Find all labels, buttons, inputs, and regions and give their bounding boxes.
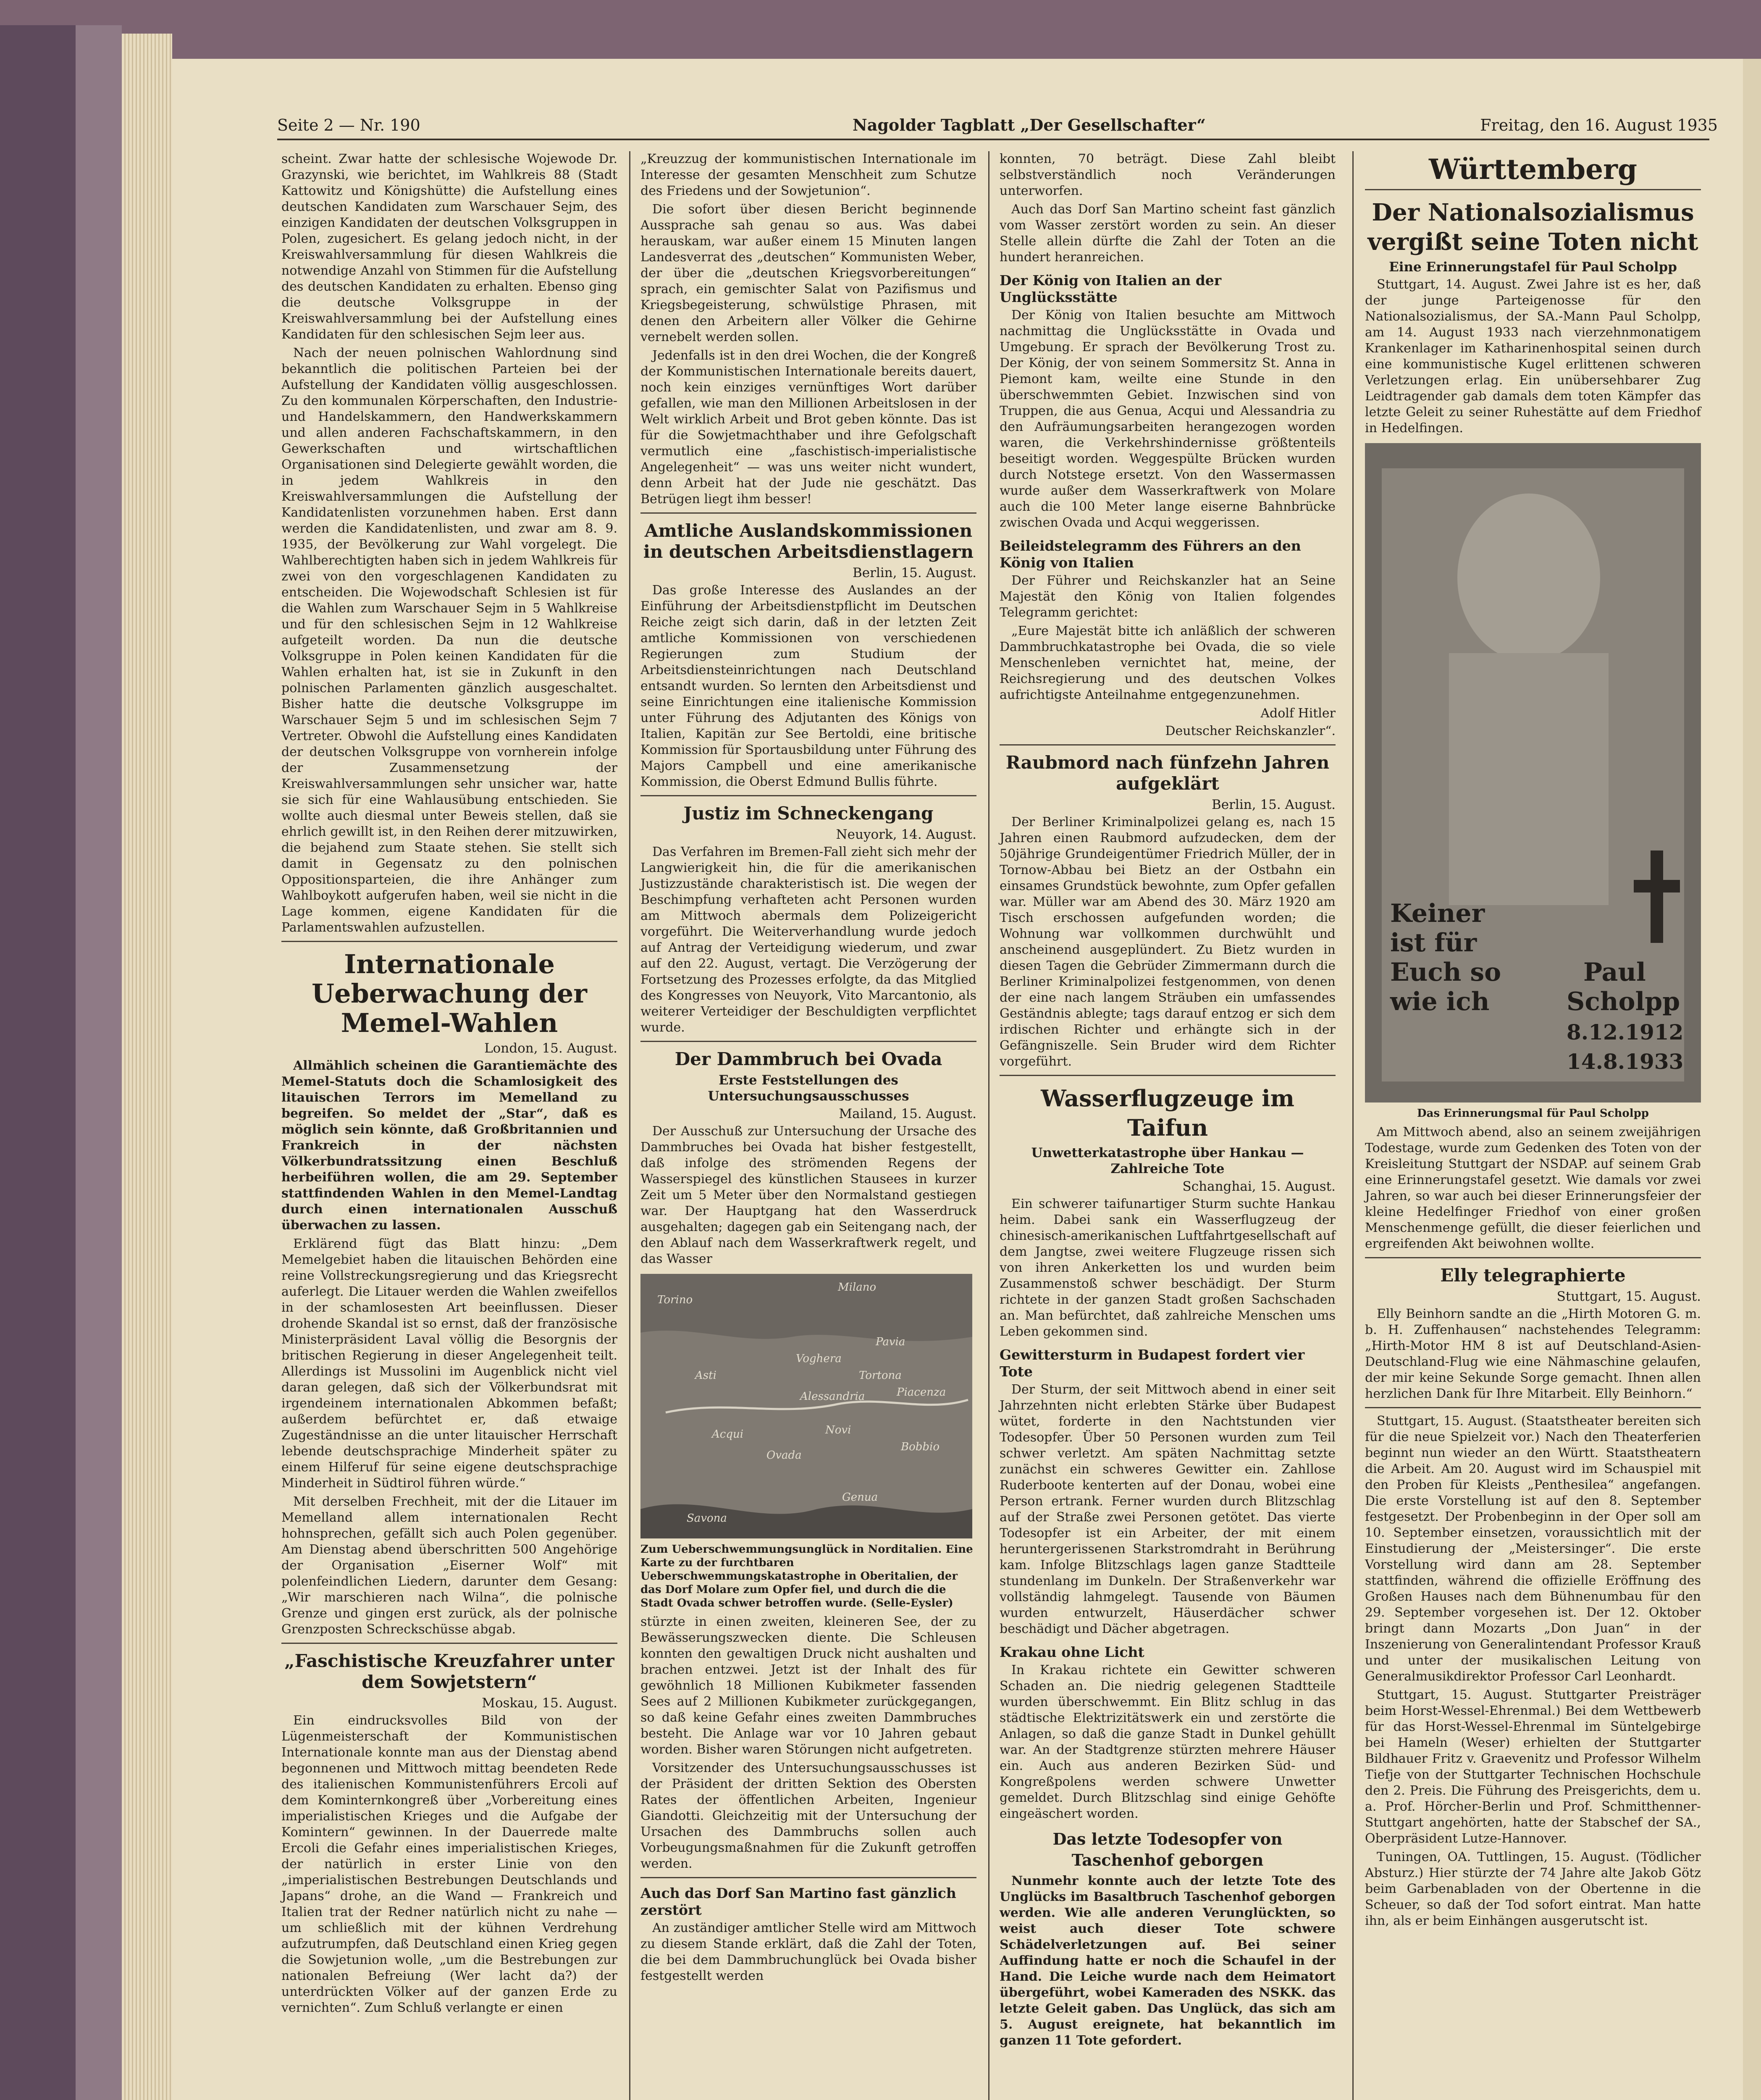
map-label: Acqui xyxy=(712,1428,744,1441)
divider xyxy=(1365,1407,1701,1408)
article-text: Elly Beinhorn sandte an die „Hirth Motoren G. m. b. H. Zuffenhausen“ nachstehendes Telegramm: „Hirth-Motor HM 8 ist auf Deutschland-Asien-Deutschland-Flug wie eine Nähmaschine gelaufen, der mir keine Sekunde Sorge gemacht. Ihnen allen herzlichen Dank für Ihre Mitarbeit. Elly Beinhorn.“ xyxy=(1365,1307,1701,1401)
map-label: Piacenza xyxy=(897,1386,946,1399)
column-3 xyxy=(1000,151,1336,2051)
photo-inscription: 8.12.1912 xyxy=(1567,1020,1684,1045)
divider xyxy=(1365,1257,1701,1258)
article-text: Stuttgart, 15. August. Stuttgarter Preisträger beim Horst-Wessel-Ehrenmal.) Bei dem Wettbewerb für das Horst-Wessel-Ehrenmal im Süntelgebirge bei Hameln (Weser) erhielten der Stuttgarter Bildhauer Fritz v. Graevenitz und Professor Wilhelm Tiefje von der Stuttgarter Technischen Hochschule den 2. Preis. Die Führung des Preisgerichts, dem u. a. Prof. Hörcher-Berlin und Prof. Schmitthenner-Stuttgart angehörten, hatte der Stabschef der SA., Oberpräsident Lutze-Hannover. xyxy=(1365,1688,1701,1846)
column-2 xyxy=(640,151,976,1987)
article-text: Stuttgart, 14. August. Zwei Jahre ist es her, daß der junge Parteigenosse für den Nationalsozialismus, der SA.-Mann Paul Scholpp, am 14. August 1933 nach vierzehnmonatigem Krankenlager im Katharinenhospital seinen durch eine kommunistische Kugel erlittenen schweren Verletzungen erlag. Ein unübersehbarer Zug Leidtragender gab damals dem toten Kämpfer das letzte Geleit zu seiner Ruhestätte auf dem Friedhof in Hedelfingen. xyxy=(1365,277,1701,436)
headline-sanmartino: Auch das Dorf San Martino fast gänzlich zerstört xyxy=(640,1885,956,1918)
headline-beileid: Beileidstelegramm des Führers an den König von Italien xyxy=(1000,538,1301,571)
photo-inscription: Scholpp xyxy=(1567,987,1680,1016)
issue-date: Freitag, den 16. August 1935 xyxy=(1480,116,1718,134)
article-text: konnten, 70 beträgt. Diese Zahl bleibt selbstverständlich noch Veränderungen unterworfen. xyxy=(1000,152,1336,198)
divider xyxy=(281,941,617,942)
map-label: Genua xyxy=(842,1491,878,1504)
column-4 xyxy=(1365,151,1701,1932)
section-title: Württemberg xyxy=(1428,153,1638,186)
page-number: Seite 2 — Nr. 190 xyxy=(277,116,420,134)
map-label: Alessandria xyxy=(800,1390,865,1403)
article-text: „Kreuzzug der kommunistischen Internationale im Interesse der gesamten Menschheit zum Schutze des Friedens und der Sowjetunion“. xyxy=(640,152,976,198)
article-text: Am Mittwoch abend, also an seinem zweijährigen Todestage, wurde zum Gedenken des Toten von der Kreisleitung Stuttgart der NSDAP. auf seinem Grab eine Erinnerungstafel gesetzt. Wie damals vor zwei Jahren, so war auch bei dieser Erinnerungsfeier der kleine Hedelfinger Friedhof von einer großen Menschenmenge gefüllt, die dieser feierlichen und ergreifenden Akt beiwohnen wollte. xyxy=(1365,1125,1701,1251)
memorial-photo xyxy=(1365,443,1701,1102)
headline-justiz: Justiz im Schneckengang xyxy=(683,803,934,824)
headline-flugzeuge: Wasserflugzeuge im Taifun xyxy=(1041,1085,1294,1141)
headline-ns: Der Nationalsozialismus vergißt seine Toten nicht xyxy=(1367,199,1698,256)
article-text: An zuständiger amtlicher Stelle wird am Mittwoch zu diesem Stande erklärt, daß die Zahl der Toten, die bei dem Dammbruchunglück bei Ovada bisher festgestellt werden xyxy=(640,1921,976,1983)
headline-kreuzfahrer: „Faschistische Kreuzfahrer unter dem Sowjetstern“ xyxy=(284,1651,614,1692)
spine-strip xyxy=(76,25,122,2100)
headline-krakau: Krakau ohne Licht xyxy=(1000,1644,1144,1660)
dateline: Neuyork, 14. August. xyxy=(836,827,976,842)
headline-raubmord: Raubmord nach fünfzehn Jahren aufgeklärt xyxy=(1005,752,1330,794)
newspaper-title: Nagolder Tagblatt „Der Gesellschafter“ xyxy=(853,116,1206,134)
article-text: Der Führer und Reichskanzler hat an Seine Majestät den König von Italien folgendes Telegramm gerichtet: xyxy=(1000,573,1336,620)
dateline: Moskau, 15. August. xyxy=(482,1696,617,1711)
headline-koenig: Der König von Italien an der Unglücksstätte xyxy=(1000,272,1222,305)
article-text: Stuttgart, 15. August. (Staatstheater bereiten sich für die neue Spielzeit vor.) Nach den Theaterferien beginnt nun wieder an den Württ. Staatstheatern die Arbeit. Am 20. August wird im Schauspiel mit den Proben für Kleists „Penthesilea“ angefangen. Die erste Vorstellung ist auf den 8. September festgesetzt. Der Probenbeginn in der Oper soll am 10. September einsetzen, voraussichtlich mit der Einstudierung der „Meistersinger“. Die erste Vorstellung wird dann am 28. September stattfinden, während die offizielle Eröffnung des Großen Hauses nach dem Bühnenumbau für den 29. September vorgesehen ist. Der 12. Oktober bringt dann Mozarts „Don Juan“ in der Inszenierung von Generalintendant Professor Krauß und unter der musikalischen Leitung von Generalmusikdirektor Professor Carl Leonhardt. xyxy=(1365,1414,1701,1684)
adjacent-page-edge xyxy=(1743,59,1761,2100)
article-text: Der Sturm, der seit Mittwoch abend in einer seit Jahrzehnten nicht erlebten Stärke über Budapest wütet, forderte in den Nachtstunden vier Todesopfer. Über 50 Personen wurden zum Teil schwer verletzt. Am späten Nachmittag setzte zunächst ein schweres Gewitter ein. Zahllose Ruderboote kenterten auf der Donau, wobei eine Person ertrank. Ferner wurden durch Blitzschlag auf der Straße zwei Personen getötet. Das vierte Todesopfer ist ein Arbeiter, der mit einem heruntergerissenen Starkstromdraht in Berührung kam. Infolge Blitzschlags lagen ganze Stadtteile stundenlang im Dunkeln. Der Straßenverkehr war vollständig lahmgelegt. Tausende von Bäumen wurden entwurzelt, Häuserdächer schwer beschädigt und Dächer abgetragen. xyxy=(1000,1382,1336,1636)
divider xyxy=(1365,189,1701,190)
article-text: In Krakau richtete ein Gewitter schweren Schaden an. Die niedrig gelegenen Stadtteile wurden überschwemmt. Ein Blitz schlug in das städtische Elektrizitätswerk ein und zerstörte die Anlagen, so daß die ganze Stadt in Dunkel gehüllt war. An der Stadtgrenze stürzten mehrere Häuser ein. Auch aus anderen Bezirken Süd- und Kongreßpolens werden schwere Unwetter gemeldet. Durch Blitzschlag sind einige Gehöfte eingeäschert worden. xyxy=(1000,1663,1336,1821)
photo-inscription: Paul xyxy=(1583,958,1646,987)
signature: Adolf Hitler xyxy=(1260,706,1336,721)
map-label: Voghera xyxy=(796,1352,842,1365)
subheadline: Erste Feststellungen des Untersuchungsausschusses xyxy=(708,1073,909,1104)
column-divider xyxy=(629,151,630,2100)
dateline: London, 15. August. xyxy=(484,1041,617,1056)
article-text: Tuningen, OA. Tuttlingen, 15. August. (Tödlicher Absturz.) Hier stürzte der 74 Jahre alte Jakob Götz beim Garbenabladen von der Obertenne in die Scheuer, so daß der Tod sofort eintrat. Man hatte ihn, als er beim Einhängen ausgerutscht ist. xyxy=(1365,1850,1701,1928)
dateline: Berlin, 15. August. xyxy=(1212,797,1336,812)
map-label: Bobbio xyxy=(901,1441,940,1453)
photo-inscription: ist für xyxy=(1390,928,1477,958)
dateline: Berlin, 15. August. xyxy=(853,565,976,580)
photo-inscription: wie ich xyxy=(1390,987,1490,1016)
article-text: Allmählich scheinen die Garantiemächte des Memel-Statuts doch die Schamlosigkeit des litauischen Terrors im Memelland zu begreifen. So meldet der „Star“, daß es möglich sein könnte, daß Großbritannien und Frankreich in der nächsten Völkerbundratssitzung einen Beschluß herbeiführen wollen, die am 29. September stattfindenden Wahlen in den Memel-Landtag durch einen internationalen Ausschuß überwachen zu lassen. xyxy=(281,1058,617,1233)
article-text: stürzte in einen zweiten, kleineren See, der zu Bewässerungszwecken diente. Die Schleusen konnten den gewaltigen Druck nicht aushalten und brachen entzwei. Jetzt ist der Inhalt des für gewöhnlich 18 Millionen Kubikmeter fassenden Sees auf 2 Millionen Kubikmeter zurückgegangen, so daß keine Gefahr eines zweiten Dammbruches besteht. Die Anlage war vor 10 Jahren gebaut worden. Bisher waren Störungen nicht aufgetreten. xyxy=(640,1614,976,1757)
article-text: Der Ausschuß zur Untersuchung der Ursache des Dammbruches bei Ovada hat bisher festgestellt, daß infolge des strömenden Regens der Wasserspiegel des künstlichen Stausees in kurzer Zeit um 5 Meter über den Normalstand gestiegen war. Der Hauptgang hat den Wasserdruck ausgehalten; dagegen gab ein Seitengang nach, der den Ablauf nach dem Wasserkraftwerk regelt, und das Wasser xyxy=(640,1124,976,1266)
article-text: Jedenfalls ist in den drei Wochen, die der Kongreß der Kommunistischen Internationale bereits dauert, noch kein einziges vernünftiges Wort darüber gefallen, wie man den Millionen Arbeitslosen in der Welt wirklich Arbeit und Brot geben könnte. Das ist für die Sowjetmachthaber und ihre Gefolgschaft vermutlich eine „faschistisch-imperialistische Angelegenheit“ — was uns weiter nicht wundert, denn Arbeit hat der Jude nie geschätzt. Das Betrügen liegt ihm besser! xyxy=(640,348,976,507)
article-text: Mit derselben Frechheit, mit der die Litauer im Memelland allem internationalen Recht hohnsprechen, gefällt sich auch Polen gegenüber. Am Dienstag abend überschritten 500 Angehörige der Organisation „Eiserner Wolf“ mit polenfeindlichen Liedern, darunter dem Gesang: „Wir marschieren nach Wilna“, die polnische Grenze und gingen erst zurück, als der polnische Grenzposten Schreckschüsse abgab. xyxy=(281,1494,617,1637)
article-text: Auch das Dorf San Martino scheint fast gänzlich vom Wasser zerstört worden zu sein. An dieser Stelle allein dürfte die Zahl der Toten an die hundert heranreichen. xyxy=(1000,202,1336,265)
divider xyxy=(1000,1075,1336,1076)
photo-inscription: Keiner xyxy=(1390,899,1485,928)
article-text: Erklärend fügt das Blatt hinzu: „Dem Memelgebiet haben die litauischen Behörden eine reine Vollstreckungsregierung und das Kriegsrecht auferlegt. Die Litauer werden die Wahlen zweifellos in der schamlosesten Art beeinflussen. Dieser drohende Skandal ist so ernst, daß der französische Ministerpräsident Laval völlig die Besorgnis der britischen Regierung in dieser Angelegenheit teilt. Allerdings ist Mussolini im Augenblick nicht viel daran gelegen, daß sich der Völkerbundsrat mit irgendeinem internationalen Abkommen befaßt; außerdem befürchtet er, daß etwaige Zugeständnisse an die unter litauischer Herrschaft lebende deutschsprachige Minderheit später zu einem Hilferuf für seine eigene deutschsprachige Minderheit in Südtirol führen würde.“ xyxy=(281,1236,617,1491)
photo-inscription: 14.8.1933 xyxy=(1567,1049,1684,1074)
dateline: Mailand, 15. August. xyxy=(839,1106,976,1121)
article-text: Die sofort über diesen Bericht beginnende Aussprache sah genau so aus. Was dabei herauskam, war außer einem 15 Minuten langen Landesverrat des „deutschen“ Kommunisten Weber, der über die „deutschen Kriegsvorbereitungen“ sprach, ein gemischter Salat von Pazifismus und Kriegsbegeisterung, schwülstige Phrasen, mit denen den Arbeitern aller Völker die Gehirne vernebelt werden sollen. xyxy=(640,202,976,344)
divider xyxy=(640,1041,976,1042)
newspaper-page xyxy=(172,59,1743,2100)
column-divider xyxy=(988,151,989,2100)
map-label: Ovada xyxy=(766,1449,802,1462)
article-text: Ein schwerer taifunartiger Sturm suchte Hankau heim. Dabei sank ein Wasserflugzeug der chinesisch-amerikanischen Luftfahrtgesellschaft auf dem Jangtse, zwei weitere Flugzeuge rissen sich von ihren Ankerketten los und wurden beim Zusammenstoß schwer beschädigt. Der Sturm richtete in der ganzen Stadt großen Sachschaden an. Man befürchtet, daß zahlreiche Menschen ums Leben gekommen sind. xyxy=(1000,1197,1336,1339)
headline-budapest: Gewittersturm in Budapest fordert vier Tote xyxy=(1000,1347,1305,1380)
headline-dammbruch: Der Dammbruch bei Ovada xyxy=(674,1049,942,1069)
page-edges xyxy=(122,34,172,2100)
dateline: Schanghai, 15. August. xyxy=(1182,1179,1336,1194)
article-text: Ein eindrucksvolles Bild von der Lügenmeisterschaft der Kommunistischen Internationale konnte man aus der Dienstag abend begonnenen und Mittwoch mittag beendeten Rede des italienischen Kommunistenführers Ercoli auf dem Kominternkongreß über „Vorbereitung eines imperialistischen Krieges und die Aufgabe der Komintern“ gewinnen. In der Dauerrede malte Ercoli die Gefahr eines imperialistischen Krieges, der natürlich in erster Linie von den „imperialistischen Bestrebungen Deutschlands und Japans“ drohe, an die Wand — Frankreich und Italien trat der Redner natürlich nicht zu nahe — um schließlich mit der kühnen Verdrehung aufzutrumpfen, daß Deutschland einen Krieg gegen die Sowjetunion wolle, „um die Bestrebungen zur nationalen Befreiung (Wer lacht da?) der unterdrückten Völker auf der ganzen Erde zu vernichten“. Zum Schluß verlangte er einen xyxy=(281,1713,617,2015)
headline-taschenhof: Das letzte Todesopfer von Taschenhof geborgen xyxy=(1052,1830,1283,1869)
telegram-text: „Eure Majestät bitte ich anläßlich der schweren Dammbruchkatastrophe bei Ovada, die so viele Menschenleben vernichtet hat, meine, der Reichsregierung und des deutschen Volkes aufrichtigste Anteilnahme entgegenzunehmen. xyxy=(1000,624,1336,702)
article-text: Der Berliner Kriminalpolizei gelang es, nach 15 Jahren einen Raubmord aufzudecken, dem der 50jährige Grundeigentümer Friedrich Müller, der in Tornow-Abbau bei Bietz an der Ostbahn ein einsames Grundstück bewohnte, zum Opfer gefallen war. Müller war am Abend des 30. März 1920 am Tisch erschossen aufgefunden worden; die Wohnung war vollkommen durchwühlt und anscheinend ausgeplündert. Zu Bietz wurden in diesen Tagen die Gebrüder Zimmermann durch die Berliner Kriminalpolizei festgenommen, von denen der eine nach langem Sträuben ein umfassendes Geständnis ablegte; tags darauf entzog er sich dem irdischen Richter und erhängte sich in der Gefängniszelle. Sein Bruder wird dem Richter vorgeführt. xyxy=(1000,815,1336,1069)
relief-figures xyxy=(1449,653,1609,905)
photo-inscription: Euch so xyxy=(1390,958,1501,987)
map-label: Tortona xyxy=(859,1369,902,1382)
article-text: scheint. Zwar hatte der schlesische Wojewode Dr. Grazynski, wie berichtet, im Wahlkreis 88 (Stadt Kattowitz und Königshütte) die Aufstellung eines deutschen Kandidaten zum Warschauer Sejm, des einzigen Kandidaten der deutschen Volksgruppen in Polen, zugesichert. Es gelang jedoch nicht, in der Kreiswahlversammlung für diesen Wahlkreis die notwendige Anzahl von Stimmen für die Aufstellung des deutschen Kandidaten zu erhalten. Ebenso ging die deutsche Volksgruppe in der Kreiswahlversammlung bei der Aufstellung eines Kandidaten für den schlesischen Sejm leer aus. xyxy=(281,152,617,342)
divider xyxy=(640,795,976,796)
headline-ausland: Amtliche Auslandskommissionen in deutschen Arbeitsdienstlagern xyxy=(643,520,974,562)
dateline: Stuttgart, 15. August. xyxy=(1556,1289,1701,1304)
header-rule xyxy=(277,139,1709,140)
relief-heads xyxy=(1457,494,1600,662)
divider xyxy=(281,1643,617,1644)
divider xyxy=(640,512,976,514)
photo-caption: Das Erinnerungsmal für Paul Scholpp xyxy=(1417,1107,1649,1120)
map-label: Asti xyxy=(695,1369,716,1382)
article-text: Der König von Italien besuchte am Mittwoch nachmittag die Unglücksstätte in Ovada und Umgebung. Er sprach der Bevölkerung Trost zu. Der König, der von seinem Sommersitz St. Anna in Piemont kam, weilte eine Stunde in den überschwemmten Gebiet. Inzwischen sind von Truppen, die aus Genua, Acqui und Alessandria zu den Aufräumungsarbeiten herangezogen worden waren, die Verkehrshindernisse größtenteils beseitigt worden. Weggespülte Brücken wurden durch Notstege ersetzt. Von den Wassermassen wurde außer dem Wasserkraftwerk von Molare auch die 100 Meter lange eiserne Bahnbrücke zwischen Ovada und Acqui weggerissen. xyxy=(1000,308,1336,530)
headline-elly: Elly telegraphierte xyxy=(1440,1265,1626,1286)
divider xyxy=(640,1877,976,1878)
flood-map xyxy=(640,1274,972,1538)
map-label: Milano xyxy=(838,1281,877,1294)
headline-memel: Internationale Ueberwachung der Memel-Wahlen xyxy=(312,949,587,1038)
column-1 xyxy=(281,151,617,2019)
signature-title: Deutscher Reichskanzler“. xyxy=(1165,724,1336,738)
article-text: Vorsitzender des Untersuchungsausschusses ist der Präsident der dritten Sektion des Obersten Rates der öffentlichen Arbeiten, Ingenieur Giandotti. Gleichzeitig mit der Untersuchung der Ursachen des Dammbruchs sollen auch Vorbeugungsmaßnahmen für die Zukunft getroffen werden. xyxy=(640,1761,976,1871)
article-text: Nunmehr konnte auch der letzte Tote des Unglücks im Basaltbruch Taschenhof geborgen werden. Wie alle anderen Verunglückten, so weist auch dieser Tote schwere Schädelverletzungen auf. Bei seiner Auffindung hatte er noch die Schaufel in der Hand. Die Leiche wurde nach dem Heimatort übergeführt, wobei Kameraden des NSKK. das letzte Geleit gaben. Das Unglück, das sich am 5. August ereignete, hat bekanntlich im ganzen 11 Tote gefordert. xyxy=(1000,1874,1336,2048)
article-text: Das Verfahren im Bremen-Fall zieht sich mehr der Langwierigkeit hin, die für die amerikanischen Justizzustände charakteristisch ist. Die wegen der Beschimpfung verhafteten acht Personen wurden am Mittwoch abermals dem Polizeigericht vorgeführt. Die Weiterverhandlung wurde jedoch auf Antrag der Verteidigung wiederum, und zwar auf den 22. August, vertagt. Die Verzögerung der Fortsetzung des Prozesses erfolgte, da das Mitglied des Kongresses von Neuyork, Vito Marcantonio, als weiterer Verteidiger der Beschuldigten verpflichtet wurde. xyxy=(640,845,976,1035)
subheadline: Unwetterkatastrophe über Hankau — Zahlreiche Tote xyxy=(1031,1145,1304,1176)
column-divider xyxy=(1352,151,1354,2100)
map-label: Savona xyxy=(687,1512,727,1525)
divider xyxy=(1000,744,1336,746)
map-label: Torino xyxy=(657,1294,693,1306)
map-label: Novi xyxy=(825,1424,851,1436)
map-label: Pavia xyxy=(876,1336,905,1348)
article-text: Nach der neuen polnischen Wahlordnung sind bekanntlich die politischen Parteien bei der Aufstellung der Kandidaten völlig ausgeschlossen. Zu den kommunalen Körperschaften, den Industrie- und Handelskammern, den Handwerkskammern und allen anderen Fachschaftskammern, in den Gewerkschaften und wirtschaftlichen Organisationen sind Delegierte gewählt worden, die in jedem Wahlkreis in den Kreiswahlversammlungen die Aufstellung der Kandidatenlisten vorzunehmen haben. Erst dann werden die Kandidatenlisten, und zwar am 8. 9. 1935, der Bevölkerung zur Wahl vorgelegt. Die Wahlberechtigten haben sich in jedem Wahlkreis für zwei von den vorgeschlagenen Kandidaten zu entscheiden. Die Wojewodschaft Schlesien ist für die Wahlen zum Warschauer Sejm in 5 Wahlkreise und für den schlesischen Sejm in 12 Wahlkreise aufgeteilt worden. Da nun die deutsche Volksgruppe in Polen keinen Kandidaten für die Wahlen erhalten hat, ist sie in Zukunft in den polnischen Parlamenten gänzlich ausgeschaltet. Bisher hatte die deutsche Volksgruppe im Warschauer Sejm 5 und im schlesischen Sejm 7 Vertreter. Obwohl die Aufstellung eines Kandidaten der deutschen Volksgruppe von vornherein infolge der Zusammensetzung der Kreiswahlversammlungen sehr unsicher war, hatte sie sich für eine Wahlausübung entschieden. Sie wollte auch diesmal unter Beweis stellen, daß sie ehrlich gewillt ist, in den Reihen derer mitzuwirken, die bejahend zum Staate stehen. Sie stellt sich damit in Gegensatz zu den polnischen Oppositionsparteien, die ihre Anhänger zum Wahlboykott aufgerufen haben, weil sie nicht in die Lage kommen, eigene Kandidaten für die Parlamentswahlen aufzustellen. xyxy=(281,346,617,935)
article-text: Das große Interesse des Auslandes an der Einführung der Arbeitsdienstpflicht im Deutschen Reiche zeigt sich darin, daß in der letzten Zeit amtliche Kommissionen von verschiedenen Regierungen zum Studium der Arbeitsdiensteinrichtungen nach Deutschland entsandt wurden. So lernten den Arbeitsdienst und seine Einrichtungen eine italienische Kommission unter Führung des Adjutanten des Königs von Italien, Kapitän zur See Bertoldi, eine britische Kommission für Sportausbildung unter Führung des Majors Campbell und eine amerikanische Kommission, die Oberst Edmund Bullis führte. xyxy=(640,583,976,789)
map-caption: Zum Ueberschwemmungsunglück in Norditalien. Eine Karte zu der furchtbaren Ueberschwemmungskatastrophe in Oberitalien, der das Dorf Molare zum Opfer fiel, und durch die die Stadt Ovada schwer betroffen wurde. (Selle-Eysler) xyxy=(640,1543,973,1609)
subheadline: Eine Erinnerungstafel für Paul Scholpp xyxy=(1389,260,1677,275)
